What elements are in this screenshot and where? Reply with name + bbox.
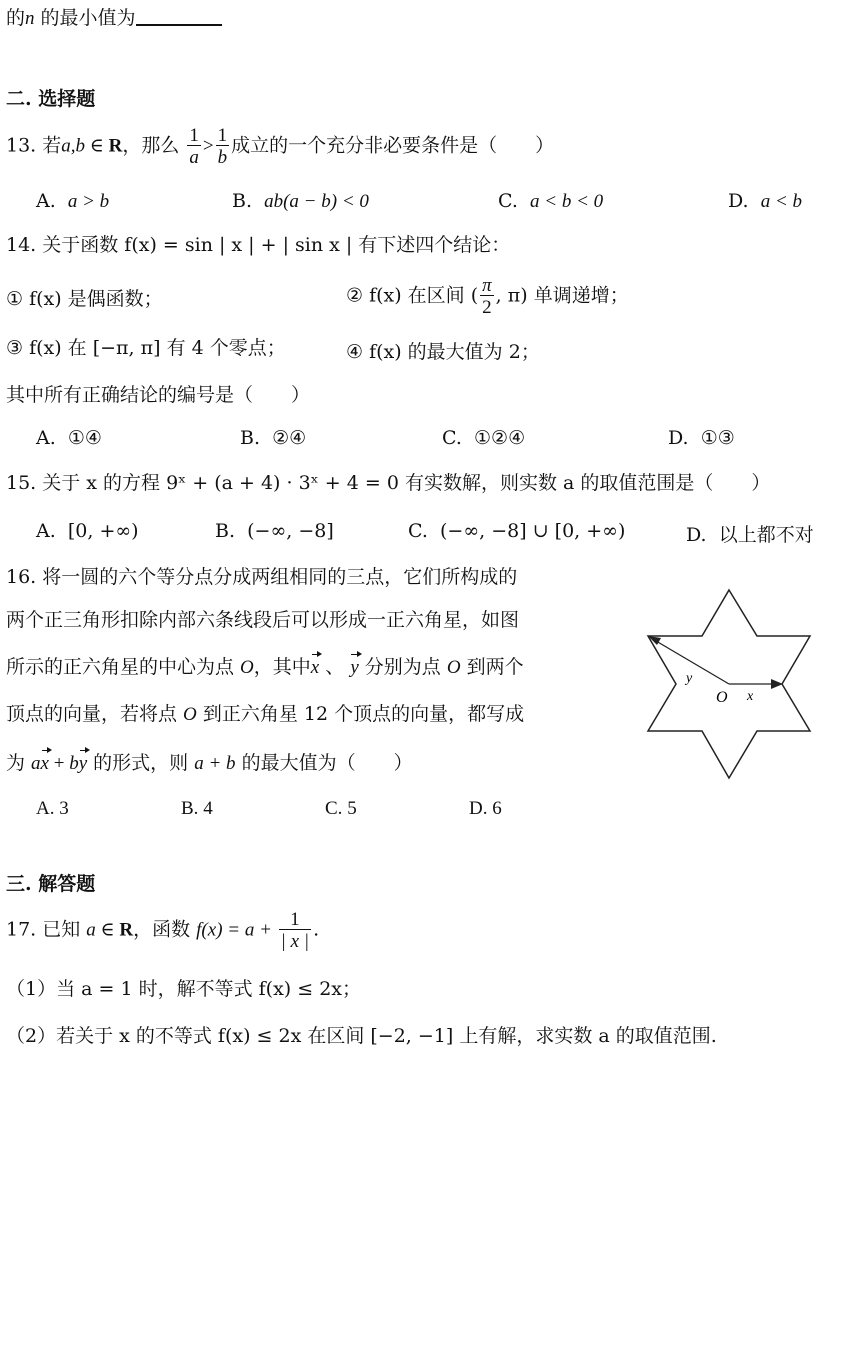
text: 17. 已知 [6,918,87,941]
real-set-R: R [119,919,134,941]
q15-stem: 15. 关于 x 的方程 9ˣ + (a + 4) · 3ˣ + 4 = 0 有实数解，则实数 a 的取值范围是（ ） [6,472,771,494]
text: 的形式，则 [87,752,195,774]
q14-stem: 14. 关于函数 f(x) = sin | x | + | sin x | 有下述四个结论： [6,234,511,256]
text: 的最小值为 [34,7,136,29]
text: 顶点的向量，若将点 [6,703,184,725]
option-text: ②④ [272,427,307,449]
q14-option-a[interactable] [36,427,102,449]
q16-line-4 [6,703,524,727]
condition: a ∈ [86,919,120,941]
text: 的 [6,7,26,29]
option-label: D. [728,190,749,212]
q16-option-a[interactable] [36,798,69,820]
q17-stem [6,910,319,951]
text: , π) 单调递增； [495,284,629,307]
vector-y: y [350,657,359,678]
answer-blank[interactable] [136,6,222,26]
option-text: 6 [492,798,502,819]
option-text: ①②④ [474,427,526,449]
q16-line-5 [6,752,413,776]
fraction-1-over-abs-x [279,910,311,951]
option-label: B. [181,798,199,819]
var-n: n [25,8,35,29]
option-text: a < b [760,191,803,212]
option-text: 4 [203,798,213,819]
q13-option-d[interactable] [728,190,802,213]
option-label: C. [325,798,343,819]
q15-option-a[interactable] [36,520,139,542]
q16-line-2: 两个正三角形扣除内部六条线段后可以形成一正六角星，如图 [6,609,520,631]
q14-statement-2 [346,276,629,317]
numerator: 1 [217,125,228,146]
text: ，那么 [122,134,180,157]
option-label: A. [36,190,56,212]
option-text: 以上都不对 [718,524,814,546]
coef-b: b [69,753,79,774]
plus: + [48,753,70,774]
q14-option-d[interactable] [668,427,735,449]
text: 到两个 [460,656,524,678]
q14-statement-4: ④ f(x) 的最大值为 2； [346,341,540,363]
option-text: [0, +∞) [67,520,139,542]
section-title-answer: 三. 解答题 [6,873,96,895]
q17-part-1: （1）当 a = 1 时，解不等式 f(x) ≤ 2x； [6,978,361,1000]
numerator: π [482,275,492,296]
vector-x: x [310,657,320,678]
option-label: C. [442,427,462,449]
option-label: C. [408,520,428,542]
text: 为 [6,752,32,774]
numerator: 1 [189,125,199,146]
q17-part-2: （2）若关于 x 的不等式 f(x) ≤ 2x 在区间 [−2, −1] 上有解，求实数 a 的取值范围. [6,1025,717,1047]
option-label: A. [36,427,56,449]
text: 到正六角星 12 个顶点的向量，都写成 [196,703,525,725]
point-O: O [240,657,254,678]
q16-option-d[interactable] [469,798,502,820]
section-title-choice: 二. 选择题 [6,88,96,110]
label-y: y⃗ [686,671,704,686]
option-label: D. [668,427,689,449]
option-text: 5 [347,798,357,819]
q15-option-d[interactable] [686,520,814,547]
q14-option-b[interactable] [240,427,306,449]
q13-stem [6,126,554,167]
option-label: B. [240,427,261,449]
q14-statement-3: ③ f(x) 在 [−π, π] 有 4 个零点； [6,337,286,359]
option-label: D. [686,524,707,546]
option-text: ①③ [700,427,735,449]
coef-a: a [31,753,41,774]
text: 的最大值为（ ） [235,752,413,774]
denominator: b [217,147,228,168]
text: 若 [42,134,62,157]
q16-line-3 [6,656,524,680]
expr-a-plus-b: a + b [194,753,236,774]
q14-question: 其中所有正确结论的编号是（ ） [6,384,311,406]
option-text: (−∞, −8] ∪ [0, +∞) [440,520,626,542]
q14-statement-1: ① f(x) 是偶函数； [6,288,163,310]
text: ② f(x) 在区间 ( [346,284,479,307]
text: 所示的正六角星的中心为点 [6,656,241,678]
fraction-1-over-b [216,126,230,167]
numerator: 1 [290,909,300,930]
option-text: ab(a − b) < 0 [264,191,369,212]
q13-condition: a,b ∈ [61,135,109,157]
point-O: O [446,657,461,678]
vector-y: y [78,753,88,774]
q13-option-a[interactable] [36,190,109,213]
option-label: D. [469,798,488,819]
fraction-1-over-a [187,126,201,167]
option-text: ①④ [67,427,102,449]
text: ，其中 [253,656,311,678]
vector-x-arrowhead [771,679,783,689]
hexagram-figure [640,584,820,784]
option-label: A. [36,520,56,542]
q13-number: 13. [6,134,37,157]
fraction-pi-over-2 [480,276,494,317]
previous-question-tail [6,6,222,31]
function-def: f(x) = a + [196,919,277,941]
text: ，函数 [133,918,197,941]
option-text: (−∞, −8] [247,520,334,542]
q16-line-1: 16. 将一圆的六个等分点分成两组相同的三点，它们所构成的 [6,566,518,588]
denominator: a [189,147,199,168]
q15-option-b[interactable] [215,520,334,542]
point-O: O [183,704,197,725]
vector-x: x [40,753,49,774]
option-text: 3 [59,798,69,819]
option-text: a > b [67,191,110,212]
q14-option-c[interactable] [442,427,525,449]
label-x: x⃗ [747,689,765,704]
denominator: | x | [280,931,310,952]
q16-option-c[interactable] [325,798,357,820]
text: 、 [319,656,345,678]
option-label: B. [215,520,236,542]
option-label: A. [36,798,55,819]
option-label: B. [232,190,253,212]
option-label: C. [498,190,518,212]
q15-option-c[interactable] [408,520,625,542]
label-O: O [716,689,728,706]
q13-option-b[interactable] [232,190,369,213]
text: 分别为点 [358,656,447,678]
option-text: a < b < 0 [530,191,604,212]
q16-option-b[interactable] [181,798,213,820]
denominator: 2 [482,297,492,318]
period: . [313,918,320,941]
greater-than: > [202,135,214,157]
q13-option-c[interactable] [498,190,603,213]
real-set-R: R [108,135,123,157]
text: 成立的一个充分非必要条件是（ ） [231,134,555,157]
